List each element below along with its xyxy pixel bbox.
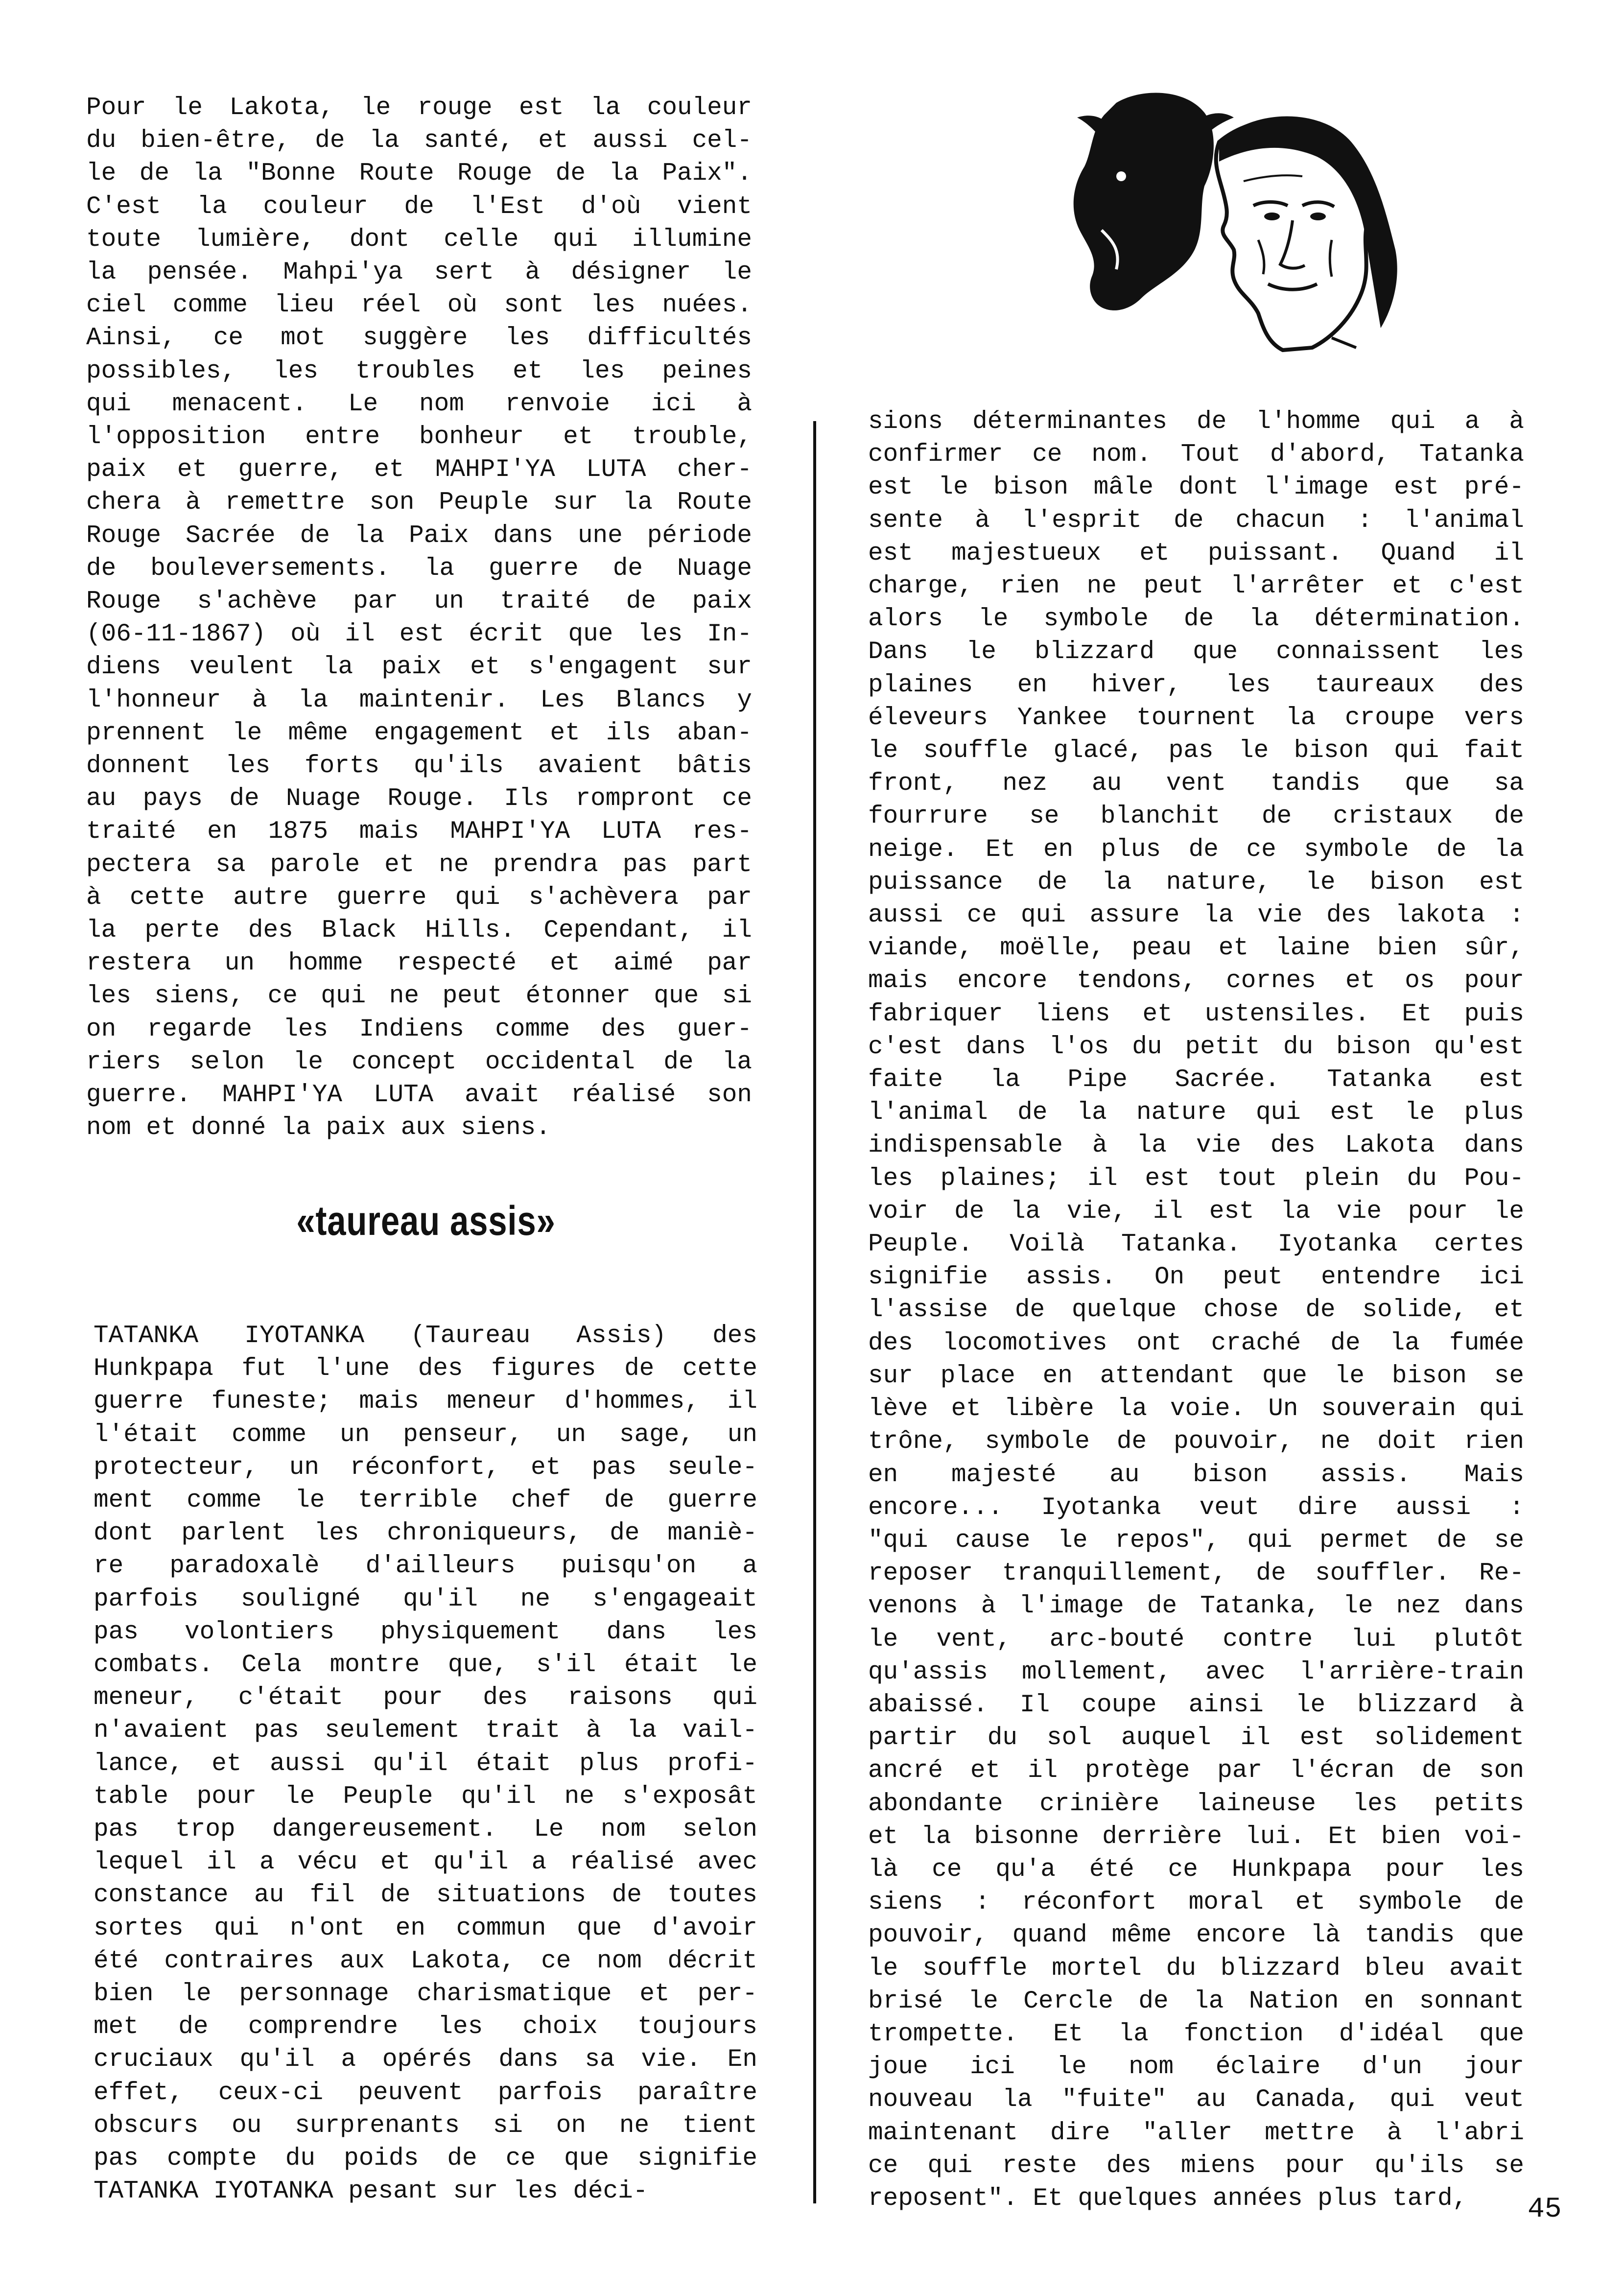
text-line: joue ici le nom éclaire d'un jour bbox=[868, 2053, 1524, 2081]
text-line: la pensée. Mahpi'ya sert à désigner le bbox=[86, 259, 752, 287]
text-line: le vent, arc-bouté contre lui plutôt bbox=[868, 1625, 1524, 1654]
text-line: mais encore tendons, cornes et os pour bbox=[868, 967, 1524, 995]
text-line: lance, et aussi qu'il était plus profi- bbox=[94, 1750, 757, 1778]
text-line: trône, symbole de pouvoir, ne doit rien bbox=[868, 1428, 1524, 1456]
text-line: l'était comme un penseur, un sage, un bbox=[94, 1420, 757, 1449]
text-line: l'honneur à la maintenir. Les Blancs y bbox=[86, 686, 752, 714]
text-line: ment comme le terrible chef de guerre bbox=[94, 1487, 757, 1515]
text-line: confirmer ce nom. Tout d'abord, Tatanka bbox=[868, 441, 1524, 469]
right-column-text bbox=[868, 405, 1524, 2215]
text-line: fourrure se blanchit de cristaux de bbox=[868, 803, 1524, 831]
text-line: le de la "Bonne Route Rouge de la Paix". bbox=[86, 160, 752, 188]
text-line: le souffle glacé, pas le bison qui fait bbox=[868, 737, 1524, 765]
text-line: possibles, les troubles et les peines bbox=[86, 357, 752, 385]
text-line: le souffle mortel du blizzard bleu avait bbox=[868, 1954, 1524, 1983]
text-line: les plaines; il est tout plein du Pou- bbox=[868, 1164, 1524, 1193]
text-line: reposer tranquillement, de souffler. Re- bbox=[868, 1560, 1524, 1588]
text-line: éleveurs Yankee tournent la croupe vers bbox=[868, 704, 1524, 732]
text-line: et la bisonne derrière lui. Et bien voi- bbox=[868, 1822, 1524, 1851]
text-line: Rouge Sacrée de la Paix dans une période bbox=[86, 521, 752, 550]
text-line: Peuple. Voilà Tatanka. Iyotanka certes bbox=[868, 1230, 1524, 1259]
text-line: abaissé. Il coupe ainsi le blizzard à bbox=[868, 1691, 1524, 1719]
text-line: sur place en attendant que le bison se bbox=[868, 1362, 1524, 1390]
text-line: guerre. MAHPI'YA LUTA avait réalisé son bbox=[86, 1081, 752, 1110]
text-line: bien le personnage charismatique et per- bbox=[94, 1980, 757, 2009]
text-line: ciel comme lieu réel où sont les nuées. bbox=[86, 291, 752, 320]
text-line: toute lumière, dont celle qui illumine bbox=[86, 225, 752, 254]
text-line: pectera sa parole et ne prendra pas part bbox=[86, 851, 752, 879]
text-line: protecteur, un réconfort, et pas seule- bbox=[94, 1453, 757, 1482]
text-line: TATANKA IYOTANKA pesant sur les déci- bbox=[94, 2177, 648, 2206]
text-line: parfois souligné qu'il ne s'engageait bbox=[94, 1585, 757, 1613]
text-line: table pour le Peuple qu'il ne s'exposât bbox=[94, 1782, 757, 1811]
text-line: meneur, c'était pour des raisons qui bbox=[94, 1684, 757, 1712]
text-line: pas volontiers physiquement dans les bbox=[94, 1618, 757, 1646]
text-line: chera à remettre son Peuple sur la Route bbox=[86, 489, 752, 517]
text-line: abondante crinière laineuse les petits bbox=[868, 1790, 1524, 1818]
text-line: brisé le Cercle de la Nation en sonnant bbox=[868, 1987, 1524, 2015]
text-line: maintenant dire "aller mettre à l'abri bbox=[868, 2119, 1524, 2147]
text-line: qu'assis mollement, avec l'arrière-train bbox=[868, 1658, 1524, 1686]
text-line: des locomotives ont craché de la fumée bbox=[868, 1329, 1524, 1357]
text-line: est majestueux et puissant. Quand il bbox=[868, 539, 1524, 568]
text-line: prennent le même engagement et ils aban- bbox=[86, 719, 752, 747]
text-line: faite la Pipe Sacrée. Tatanka est bbox=[868, 1066, 1524, 1094]
bison-and-chief-portrait-icon bbox=[1058, 83, 1410, 367]
text-line: en majesté au bison assis. Mais bbox=[868, 1461, 1524, 1489]
text-line: effet, ceux-ci peuvent parfois paraître bbox=[94, 2079, 757, 2107]
text-line: obscurs ou surprenants si on ne tient bbox=[94, 2111, 757, 2140]
text-line: siens : réconfort moral et symbole de bbox=[868, 1889, 1524, 1917]
text-line: lève et libère la voie. Un souverain qui bbox=[868, 1395, 1524, 1423]
text-line: au pays de Nuage Rouge. Ils rompront ce bbox=[86, 785, 752, 813]
text-line: sions déterminantes de l'homme qui a à bbox=[868, 408, 1524, 436]
text-line: du bien-être, de la santé, et aussi cel- bbox=[86, 127, 752, 155]
text-line: front, nez au vent tandis que sa bbox=[868, 770, 1524, 798]
section-heading: «taureau assis» bbox=[296, 1198, 556, 1244]
text-line: l'opposition entre bonheur et trouble, bbox=[86, 423, 752, 451]
text-line: combats. Cela montre que, s'il était le bbox=[94, 1651, 757, 1679]
text-line: TATANKA IYOTANKA (Taureau Assis) des bbox=[94, 1322, 757, 1350]
text-line: les siens, ce qui ne peut étonner que si bbox=[86, 982, 752, 1011]
text-line: Dans le blizzard que connaissent les bbox=[868, 638, 1524, 666]
text-line: viande, moëlle, peau et laine bien sûr, bbox=[868, 934, 1524, 963]
text-line: restera un homme respecté et aimé par bbox=[86, 949, 752, 978]
text-line: on regarde les Indiens comme des guer- bbox=[86, 1015, 752, 1043]
text-line: qui menacent. Le nom renvoie ici à bbox=[86, 390, 752, 418]
text-line: re paradoxalè d'ailleurs puisqu'on a bbox=[94, 1552, 757, 1581]
text-line: puissance de la nature, le bison est bbox=[868, 868, 1524, 897]
text-line: encore... Iyotanka veut dire aussi : bbox=[868, 1493, 1524, 1522]
text-line: diens veulent la paix et s'engagent sur bbox=[86, 653, 752, 682]
text-line: ce qui reste des miens pour qu'ils se bbox=[868, 2152, 1524, 2180]
text-line: met de comprendre les choix toujours bbox=[94, 2013, 757, 2041]
text-line: pouvoir, quand même encore là tandis que bbox=[868, 1921, 1524, 1950]
left-column-bottom-text bbox=[94, 1320, 757, 2208]
text-line: pas trop dangereusement. Le nom selon bbox=[94, 1816, 757, 1844]
text-line: sortes qui n'ont en commun que d'avoir bbox=[94, 1914, 757, 1942]
text-line: trompette. Et la fonction d'idéal que bbox=[868, 2020, 1524, 2048]
text-line: nouveau la "fuite" au Canada, qui veut bbox=[868, 2086, 1524, 2114]
column-divider bbox=[813, 421, 816, 2203]
text-line: guerre funeste; mais meneur d'hommes, il bbox=[94, 1388, 757, 1416]
text-line: fabriquer liens et ustensiles. Et puis bbox=[868, 1000, 1524, 1028]
text-line: pas compte du poids de ce que signifie bbox=[94, 2145, 757, 2173]
text-line: nom et donné la paix aux siens. bbox=[86, 1114, 551, 1142]
text-line: alors le symbole de la détermination. bbox=[868, 605, 1524, 634]
text-line: Hunkpapa fut l'une des figures de cette bbox=[94, 1355, 757, 1383]
text-line: aussi ce qui assure la vie des lakota : bbox=[868, 901, 1524, 930]
left-column-top-text bbox=[86, 92, 752, 1145]
text-line: cruciaux qu'il a opérés dans sa vie. En bbox=[94, 2046, 757, 2074]
text-line: plaines en hiver, les taureaux des bbox=[868, 671, 1524, 699]
text-line: sente à l'esprit de chacun : l'animal bbox=[868, 506, 1524, 535]
text-line: n'avaient pas seulement trait à la vail- bbox=[94, 1717, 757, 1745]
text-line: traité en 1875 mais MAHPI'YA LUTA res- bbox=[86, 818, 752, 846]
text-line: lequel il a vécu et qu'il a réalisé avec bbox=[94, 1848, 757, 1877]
text-line: été contraires aux Lakota, ce nom décrit bbox=[94, 1947, 757, 1975]
text-line: c'est dans l'os du petit du bison qu'est bbox=[868, 1033, 1524, 1061]
text-line: indispensable à la vie des Lakota dans bbox=[868, 1132, 1524, 1160]
text-line: à cette autre guerre qui s'achèvera par bbox=[86, 883, 752, 912]
text-line: C'est la couleur de l'Est d'où vient bbox=[86, 192, 752, 221]
text-line: neige. Et en plus de ce symbole de la bbox=[868, 835, 1524, 864]
text-line: Rouge s'achève par un traité de paix bbox=[86, 588, 752, 616]
text-line: constance au fil de situations de toutes bbox=[94, 1881, 757, 1910]
text-line: paix et guerre, et MAHPI'YA LUTA cher- bbox=[86, 456, 752, 484]
text-line: là ce qu'a été ce Hunkpapa pour les bbox=[868, 1855, 1524, 1884]
text-line: (06-11-1867) où il est écrit que les In- bbox=[86, 620, 752, 649]
text-line: riers selon le concept occidental de la bbox=[86, 1048, 752, 1076]
text-line: charge, rien ne peut l'arrêter et c'est bbox=[868, 572, 1524, 601]
text-line: la perte des Black Hills. Cependant, il bbox=[86, 917, 752, 945]
text-line: Ainsi, ce mot suggère les difficultés bbox=[86, 324, 752, 353]
text-line: l'assise de quelque chose de solide, et bbox=[868, 1296, 1524, 1324]
text-line: de bouleversements. la guerre de Nuage bbox=[86, 554, 752, 583]
page-number: 45 bbox=[1528, 2194, 1562, 2225]
text-line: est le bison mâle dont l'image est pré- bbox=[868, 473, 1524, 502]
text-line: reposent". Et quelques années plus tard, bbox=[868, 2184, 1468, 2213]
text-line: donnent les forts qu'ils avaient bâtis bbox=[86, 752, 752, 780]
text-line: venons à l'image de Tatanka, le nez dans bbox=[868, 1592, 1524, 1621]
text-line: voir de la vie, il est la vie pour le bbox=[868, 1197, 1524, 1226]
text-line: "qui cause le repos", qui permet de se bbox=[868, 1526, 1524, 1555]
text-line: ancré et il protège par l'écran de son bbox=[868, 1757, 1524, 1785]
text-line: Pour le Lakota, le rouge est la couleur bbox=[86, 94, 752, 122]
text-line: dont parlent les chroniqueurs, de maniè- bbox=[94, 1519, 757, 1548]
text-line: l'animal de la nature qui est le plus bbox=[868, 1099, 1524, 1127]
text-line: signifie assis. On peut entendre ici bbox=[868, 1263, 1524, 1292]
text-line: partir du sol auquel il est solidement bbox=[868, 1724, 1524, 1752]
